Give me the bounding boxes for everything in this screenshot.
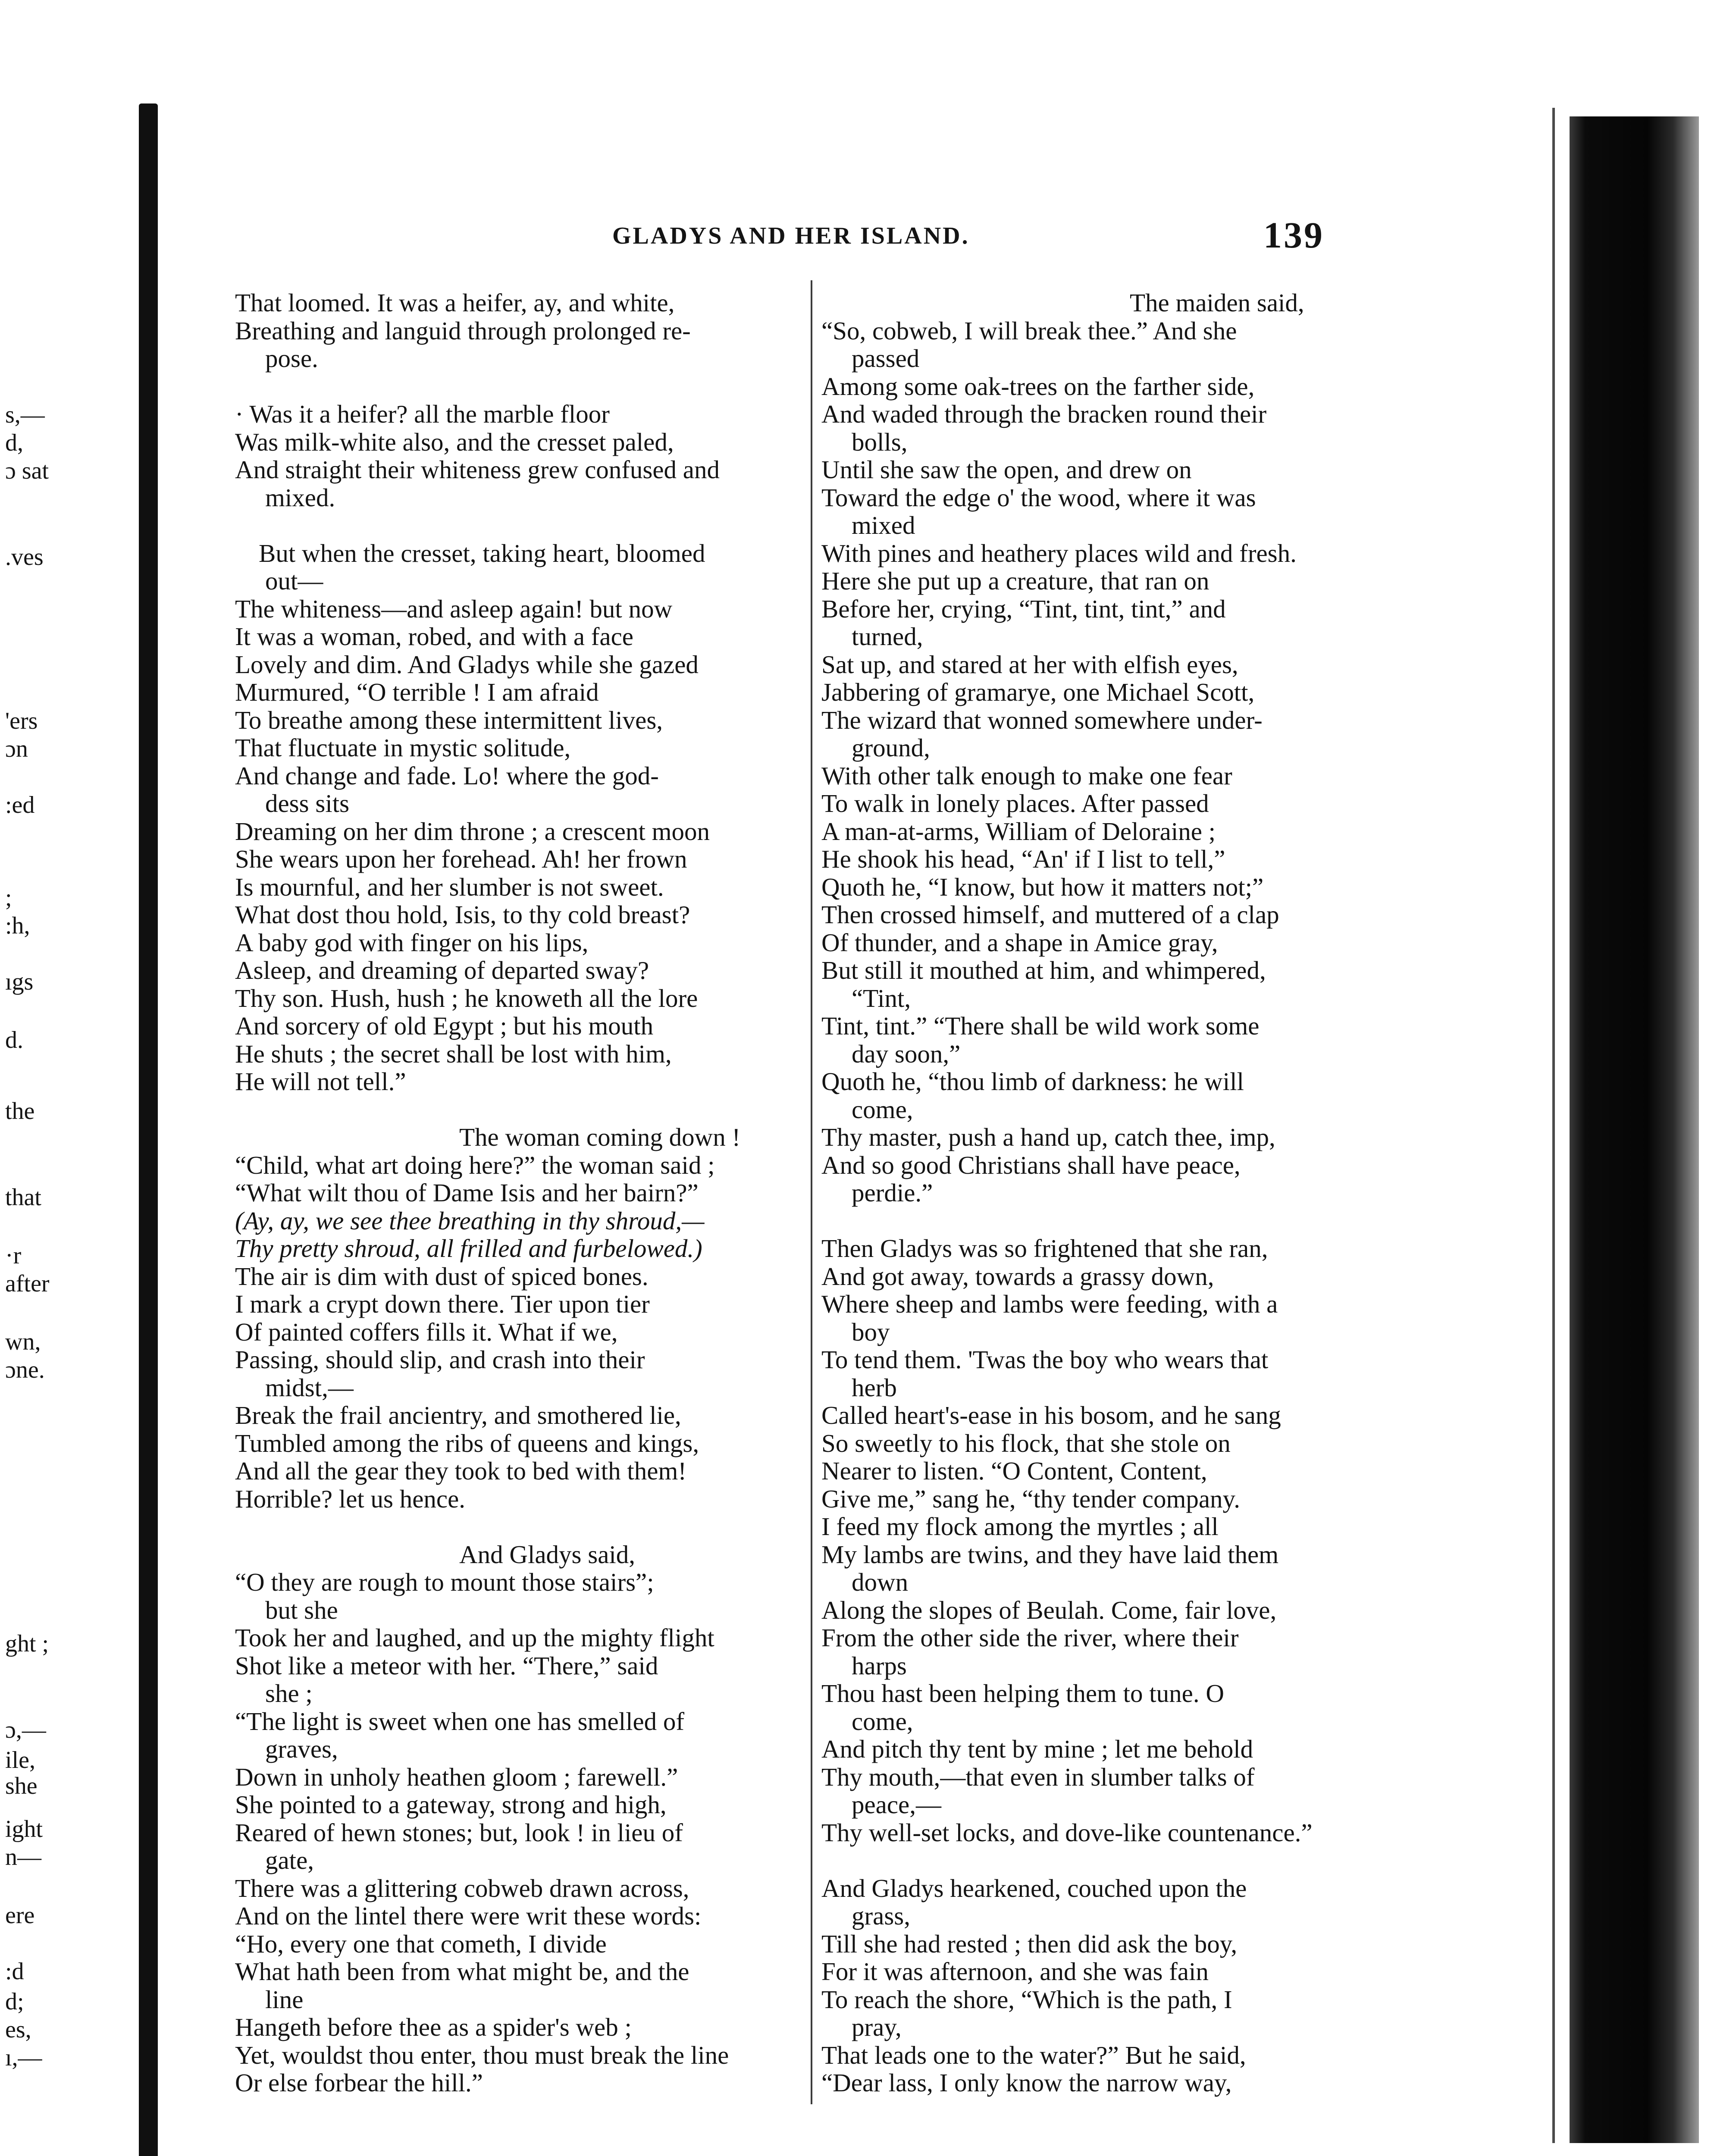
neighbor-fragment: es, (5, 2016, 31, 2043)
verse-line: Give me,” sang he, “thy tender company. (821, 1484, 1240, 1513)
verse-line: she ; (265, 1679, 313, 1708)
verse-line: She wears upon her forehead. Ah! her frown (235, 845, 687, 873)
neighbor-fragment: ɔ,— (5, 1717, 46, 1743)
verse-line: perdie.” (852, 1178, 933, 1207)
column-divider (811, 280, 812, 2104)
verse-line: Down in unholy heathen gloom ; farewell.” (235, 1762, 678, 1791)
verse-line: And pitch thy tent by mine ; let me behold (821, 1735, 1253, 1763)
verse-line: Called heart's-ease in his bosom, and he sang (821, 1401, 1281, 1429)
neighbor-fragment: wn, (5, 1329, 41, 1355)
neighbor-fragment: the (5, 1098, 35, 1125)
verse-line: And on the lintel there were writ these words: (235, 1902, 702, 1930)
neighbor-fragment: .ves (5, 544, 44, 570)
verse-line: graves, (265, 1735, 338, 1763)
verse-line: So sweetly to his flock, that she stole on (821, 1429, 1231, 1457)
verse-line: With pines and heathery places wild and fresh. (821, 539, 1297, 567)
verse-line: That loomed. It was a heifer, ay, and white, (235, 288, 675, 317)
verse-line: Then Gladys was so frightened that she ran, (821, 1234, 1268, 1263)
verse-line: “The light is sweet when one has smelled of (235, 1707, 685, 1736)
verse-line: And got away, towards a grassy down, (821, 1262, 1214, 1291)
verse-line: pray, (852, 2013, 902, 2041)
neighbor-fragment: ɔne. (5, 1357, 45, 1383)
verse-line: Passing, should slip, and crash into their (235, 1345, 645, 1374)
verse-line: To reach the shore, “Which is the path, I (821, 1985, 1232, 2014)
neighbor-fragment: s,— (5, 401, 45, 428)
verse-line: Thou hast been helping them to tune. O (821, 1679, 1224, 1708)
neighbor-fragment: she (5, 1773, 38, 1799)
verse-line: Of thunder, and a shape in Amice gray, (821, 928, 1218, 957)
verse-line: But still it mouthed at him, and whimpered, (821, 956, 1266, 984)
verse-line: but she (265, 1595, 338, 1624)
neighbor-fragment: ight (5, 1816, 43, 1843)
verse-line: bolls, (852, 427, 908, 456)
verse-line: And waded through the bracken round their (821, 400, 1267, 428)
verse-line: Lovely and dim. And Gladys while she gazed (235, 650, 699, 679)
verse-line: boy (852, 1317, 890, 1346)
verse-line: Thy well-set locks, and dove-like countenance.” (821, 1818, 1313, 1847)
verse-line: He shuts ; the secret shall be lost with him, (235, 1039, 672, 1068)
verse-line: Thy son. Hush, hush ; he knoweth all the lore (235, 984, 698, 1012)
verse-line: And so good Christians shall have peace, (821, 1150, 1241, 1179)
verse-line: come, (852, 1707, 913, 1736)
verse-line: “Dear lass, I only know the narrow way, (821, 2068, 1232, 2097)
verse-line: Asleep, and dreaming of departed sway? (235, 956, 649, 984)
verse-line: harps (852, 1651, 907, 1680)
verse-line: The woman coming down ! (459, 1123, 741, 1151)
neighbor-fragment: d. (5, 1027, 23, 1053)
verse-line: midst,— (265, 1373, 354, 1402)
neighbor-fragment: ; (5, 884, 12, 911)
verse-line: There was a glittering cobweb drawn across, (235, 1874, 689, 1902)
neighbor-fragment: d, (5, 429, 23, 456)
verse-line: Along the slopes of Beulah. Come, fair love, (821, 1595, 1277, 1624)
verse-line: Is mournful, and her slumber is not sweet. (235, 872, 664, 901)
verse-line: Break the frail ancientry, and smothered lie, (235, 1401, 681, 1429)
verse-line: A baby god with finger on his lips, (235, 928, 589, 957)
verse-line: Then crossed himself, and muttered of a clap (821, 900, 1279, 929)
verse-line: Here she put up a creature, that ran on (821, 567, 1210, 595)
verse-line: And all the gear they took to bed with them! (235, 1457, 686, 1485)
verse-line: Sat up, and stared at her with elfish eyes, (821, 650, 1238, 679)
verse-line: Until she saw the open, and drew on (821, 455, 1192, 484)
verse-line (235, 373, 804, 401)
verse-line (235, 511, 804, 539)
verse-line: To breathe among these intermittent lives, (235, 705, 663, 734)
verse-line: peace,— (852, 1790, 941, 1819)
neighbor-fragment: ere (5, 1902, 35, 1929)
verse-line: Jabbering of gramarye, one Michael Scott, (821, 678, 1255, 706)
scan-binding-shadow (139, 103, 158, 2156)
verse-line: Hangeth before thee as a spider's web ; (235, 2013, 632, 2041)
verse-line: down (852, 1568, 909, 1596)
neighbor-fragment: ɔn (5, 736, 28, 762)
neighbor-fragment: :ed (5, 792, 35, 818)
verse-line: come, (852, 1095, 913, 1124)
verse-line: Thy mouth,—that even in slumber talks of (821, 1762, 1255, 1791)
verse-line (821, 1846, 1391, 1874)
neighbor-fragment: :h, (5, 912, 30, 939)
verse-line: mixed (852, 511, 915, 539)
verse-line: “So, cobweb, I will break thee.” And she (821, 316, 1237, 345)
verse-line: Reared of hewn stones; but, look ! in lieu of (235, 1818, 683, 1847)
verse-line: Before her, crying, “Tint, tint, tint,” and (821, 594, 1226, 623)
scan-right-edge-shadow (1570, 116, 1699, 2143)
verse-line: The air is dim with dust of spiced bones. (235, 1262, 649, 1291)
verse-line: And Gladys hearkened, couched upon the (821, 1874, 1247, 1902)
page-number: 139 (1263, 214, 1324, 256)
verse-line: Was milk-white also, and the cresset paled, (235, 427, 674, 456)
verse-line: Quoth he, “I know, but how it matters not;” (821, 872, 1264, 901)
verse-line (235, 1096, 804, 1124)
verse-line: line (265, 1985, 304, 2014)
verse-line: “What wilt thou of Dame Isis and her bairn?” (235, 1178, 699, 1207)
verse-line: And straight their whiteness grew confused and (235, 455, 720, 484)
neighbor-fragment: that (5, 1184, 41, 1211)
verse-line: I mark a crypt down there. Tier upon tier (235, 1290, 650, 1318)
verse-line: Thy pretty shroud, all frilled and furbelowed.) (235, 1234, 702, 1263)
verse-line: Of painted coffers fills it. What if we, (235, 1317, 618, 1346)
verse-line: It was a woman, robed, and with a face (235, 622, 633, 651)
verse-line: She pointed to a gateway, strong and high, (235, 1790, 667, 1819)
neighbor-fragment: ɔ sat (5, 458, 49, 484)
neighbor-fragment: ght ; (5, 1630, 49, 1657)
neighbor-fragment: after (5, 1270, 50, 1297)
right-column (821, 289, 1391, 2097)
neighbor-fragment: ıgs (5, 968, 34, 995)
verse-line: But when the cresset, taking heart, bloomed (259, 539, 705, 567)
verse-line: To tend them. 'Twas the boy who wears that (821, 1345, 1269, 1374)
verse-line: And change and fade. Lo! where the god- (235, 761, 659, 790)
verse-line: The maiden said, (1130, 288, 1304, 317)
verse-line: turned, (852, 622, 923, 651)
verse-line: Among some oak-trees on the farther side, (821, 372, 1255, 401)
verse-line: “Tint, (852, 984, 911, 1012)
verse-line: “Child, what art doing here?” the woman said ; (235, 1150, 715, 1179)
verse-line: dess sits (265, 789, 350, 818)
verse-line: Nearer to listen. “O Content, Content, (821, 1457, 1207, 1485)
verse-line: ground, (852, 733, 930, 762)
verse-line: Or else forbear the hill.” (235, 2068, 483, 2097)
verse-line: Took her and laughed, and up the mighty flight (235, 1623, 714, 1652)
verse-line: gate, (265, 1846, 314, 1874)
verse-line: “Ho, every one that cometh, I divide (235, 1929, 607, 1958)
verse-line: And Gladys said, (459, 1540, 636, 1569)
verse-line: passed (852, 344, 920, 373)
verse-line: Yet, wouldst thou enter, thou must break the line (235, 2040, 729, 2069)
verse-line: From the other side the river, where their (821, 1623, 1239, 1652)
verse-line: I feed my flock among the myrtles ; all (821, 1512, 1219, 1541)
verse-line: The whiteness—and asleep again! but now (235, 594, 673, 623)
verse-line: What hath been from what might be, and the (235, 1957, 689, 1986)
verse-line: “O they are rough to mount those stairs”; (235, 1568, 654, 1596)
verse-line: And sorcery of old Egypt ; but his mouth (235, 1012, 654, 1040)
neighbor-fragment: n— (5, 1844, 41, 1871)
verse-line: Quoth he, “thou limb of darkness: he will (821, 1067, 1244, 1096)
verse-line (821, 1207, 1391, 1235)
verse-line (235, 1513, 804, 1541)
verse-line: Till she had rested ; then did ask the boy, (821, 1929, 1238, 1958)
verse-line: Dreaming on her dim throne ; a crescent moon (235, 817, 710, 846)
verse-line: To walk in lonely places. After passed (821, 789, 1209, 818)
verse-line: grass, (852, 1902, 911, 1930)
verse-line: out— (265, 567, 323, 595)
verse-line: He shook his head, “An' if I list to tell,” (821, 845, 1225, 873)
verse-line: Shot like a meteor with her. “There,” said (235, 1651, 658, 1680)
scan-page-edge-line (1552, 108, 1555, 2143)
neighbor-page-fragments (0, 0, 82, 2156)
neighbor-fragment: :d (5, 1958, 24, 1985)
verse-line: day soon,” (852, 1039, 961, 1068)
verse-line: With other talk enough to make one fear (821, 761, 1232, 790)
verse-line: Toward the edge o' the wood, where it was (821, 483, 1256, 512)
running-title: GLADYS AND HER ISLAND. (612, 222, 970, 249)
verse-line: A man-at-arms, William of Deloraine ; (821, 817, 1216, 846)
verse-line: Horrible? let us hence. (235, 1484, 466, 1513)
verse-line: That leads one to the water?” But he said, (821, 2040, 1246, 2069)
verse-line: Tint, tint.” “There shall be wild work some (821, 1012, 1260, 1040)
verse-line: What dost thou hold, Isis, to thy cold breast? (235, 900, 690, 929)
verse-line: Murmured, “O terrible ! I am afraid (235, 678, 599, 706)
neighbor-fragment: d; (5, 1988, 24, 2015)
verse-line: He will not tell.” (235, 1067, 406, 1096)
verse-line: · Was it a heifer? all the marble floor (235, 400, 610, 428)
verse-line: That fluctuate in mystic solitude, (235, 733, 571, 762)
left-column (235, 289, 804, 2097)
neighbor-fragment: ile, (5, 1747, 35, 1774)
verse-line: Where sheep and lambs were feeding, with a (821, 1290, 1278, 1318)
neighbor-fragment: ı,— (5, 2044, 42, 2071)
neighbor-fragment: 'ers (5, 708, 38, 734)
verse-line: The wizard that wonned somewhere under- (821, 705, 1263, 734)
verse-line: My lambs are twins, and they have laid them (821, 1540, 1279, 1569)
neighbor-fragment: ·r (5, 1242, 22, 1269)
verse-line: herb (852, 1373, 897, 1402)
verse-line: Breathing and languid through prolonged re- (235, 316, 691, 345)
verse-line: Tumbled among the ribs of queens and kings, (235, 1429, 699, 1457)
verse-line: (Ay, ay, we see thee breathing in thy shroud,— (235, 1206, 705, 1235)
verse-line: mixed. (265, 483, 335, 512)
verse-line: pose. (265, 344, 318, 373)
verse-line: For it was afternoon, and she was fain (821, 1957, 1209, 1986)
verse-line: Thy master, push a hand up, catch thee, imp, (821, 1123, 1275, 1151)
